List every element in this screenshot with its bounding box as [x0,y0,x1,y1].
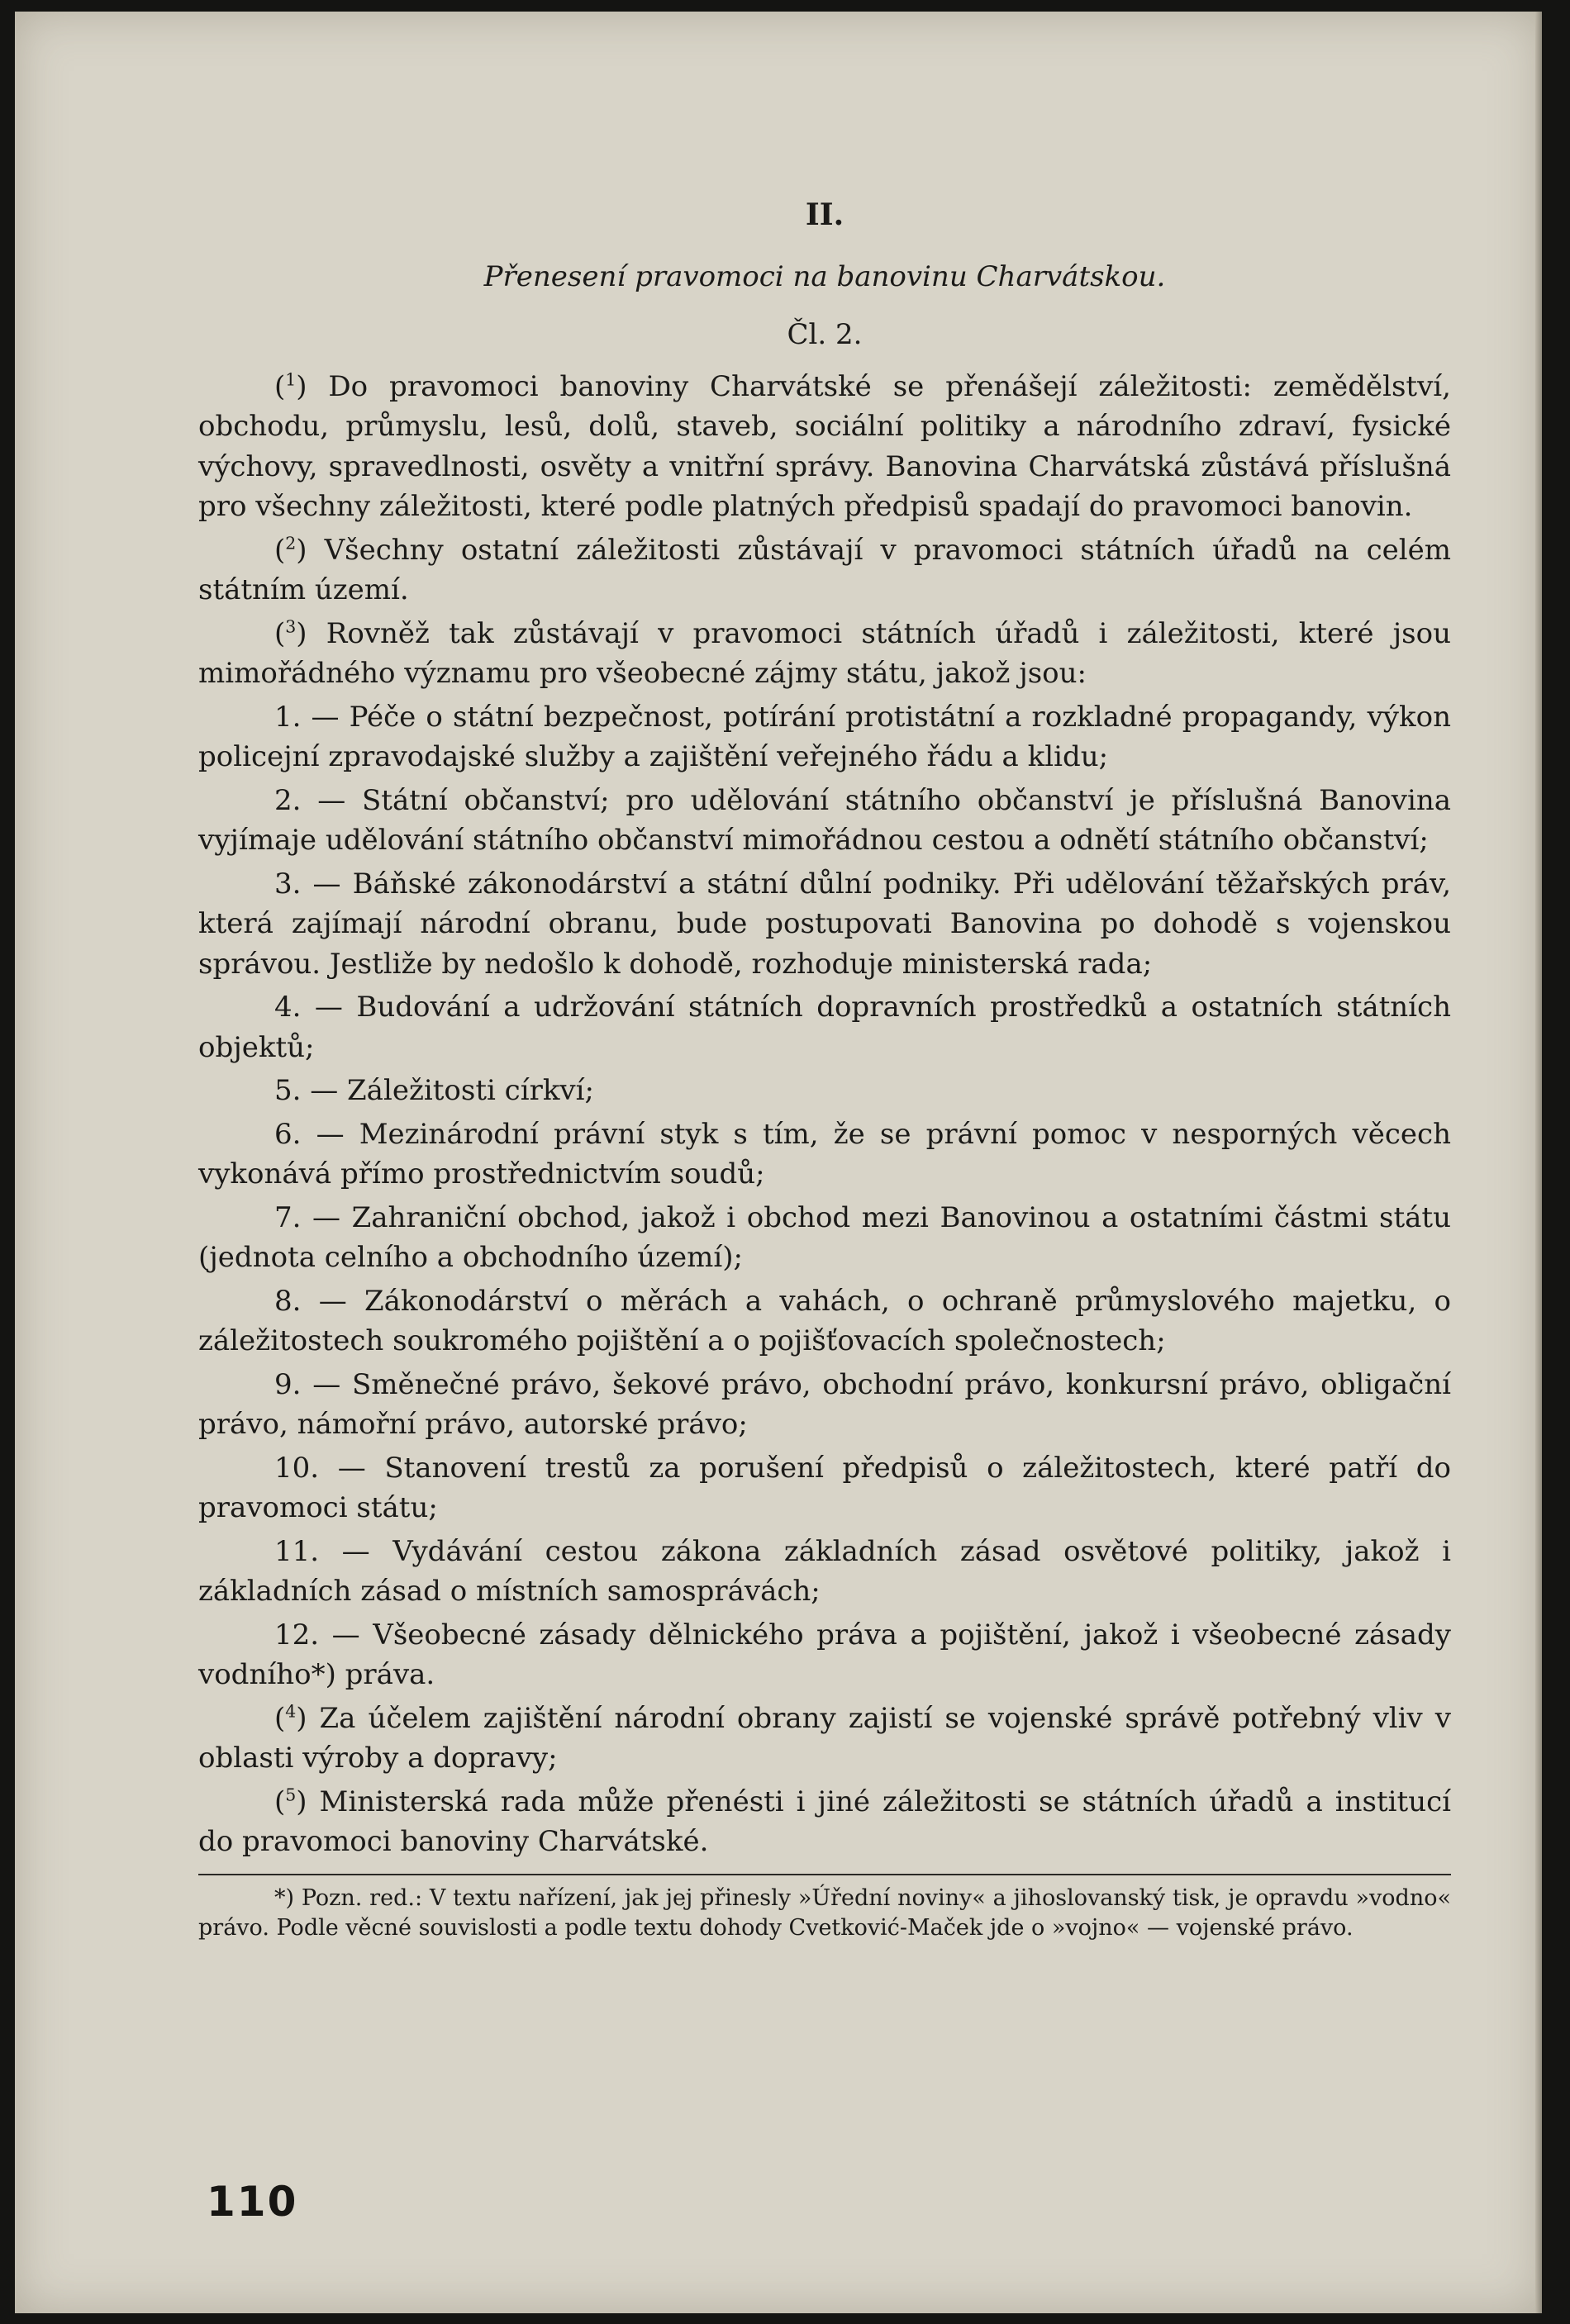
list-item: 2. — Státní občanství; pro udělování státního občanství je příslušná Banovina vyjímaje udělování státního občanství mimořádnou cestou a odnětí státního občanství; [198,783,1451,857]
footnote-divider [198,1874,1451,1875]
section-number: II. [805,197,844,232]
list-item: 9. — Směnečné právo, šekové právo, obchodní právo, konkursní právo, obligační právo, námořní právo, autorské právo; [198,1367,1451,1441]
list-item: 5. — Záležitosti církví; [274,1074,594,1107]
section-title: Přenesení pravomoci na banovinu Charvátskou. [483,259,1166,293]
paragraph-5: ($^5$) Ministerská rada může přenésti i jiné záležitosti se státních úřadů a institucí do pravomoci banoviny Charvátské. [198,1785,1452,1858]
paragraph-1: ($^1$) Do pravomoci banoviny Charvátské se přenášejí záležitosti: zemědělství, obchodu, průmyslu, lesů, dolů, staveb, sociální politiky a národního zdraví, fysické výchovy, spravedlnosti, osvěty a vnitřní správy. Banovina Charvátská zůstává příslušná pro všechny záležitosti, které podle platných předpisů spadají do pravomoci banovin. [198,369,1451,523]
list-item: 4. — Budování a udržování státních dopravních prostředků a ostatních státních objektů; [198,991,1451,1064]
list-item: 8. — Zákonodárství o měrách a vahách, o ochraně průmyslového majetku, o záležitostech soukromého pojištění a o pojišťovacích společnostech; [198,1284,1451,1357]
footnote: *) Pozn. red.: V textu nařízení, jak jej přinesly »Úřední noviny« a jihoslovanský tisk, je opravdu »vodno« právo. Podle věcné souvislosti a podle textu dohody Cvetković-Maček jde o »vojno« — vojenské právo. [198,1884,1451,1941]
paragraph-4: ($^4$) Za účelem zajištění národní obrany zajistí se vojenské správě potřebný vliv v oblasti výroby a dopravy; [198,1701,1451,1775]
list-item: 12. — Všeobecné zásady dělnického práva a pojištění, jakož i všeobecné zásady vodního*) práva. [198,1618,1451,1691]
article-number: Čl. 2. [787,318,863,351]
list-item: 3. — Báňské zákonodárství a státní důlní podniky. Při udělování těžařských práv, která zajímají národní obranu, bude postupovati Banovina po dohodě s vojenskou správou. Jestliže by nedošlo k dohodě, rozhoduje ministerská rada; [198,867,1451,981]
list-item: 6. — Mezinárodní právní styk s tím, že se právní pomoc v nesporných věcech vykonává přímo prostřednictvím soudů; [198,1117,1451,1191]
list-item: 11. — Vydávání cestou zákona základních zásad osvětové politiky, jakož i základních zásad o místních samosprávách; [198,1534,1451,1608]
page-number: 110 [207,2178,298,2226]
page-content [198,195,1451,1943]
list-item: 1. — Péče o státní bezpečnost, potírání protistátní a rozkladné propagandy, výkon policejní zpravodajské služby a zajištění veřejného řádu a klidu; [198,700,1451,773]
paragraph-3: ($^3$) Rovněž tak zůstávají v pravomoci státních úřadů i záležitosti, které jsou mimořádného významu pro všeobecné zájmy státu, jakož jsou: [198,616,1451,690]
list-item: 10. — Stanovení trestů za porušení předpisů o záležitostech, které patří do pravomoci státu; [198,1451,1451,1524]
list-item: 7. — Zahraniční obchod, jakož i obchod mezi Banovinou a ostatními částmi státu (jednota celního a obchodního území); [198,1200,1451,1274]
book-page [15,12,1542,2313]
page-edge [1535,12,1542,2313]
paragraph-2: ($^2$) Všechny ostatní záležitosti zůstávají v pravomoci státních úřadů na celém státním území. [198,533,1451,606]
